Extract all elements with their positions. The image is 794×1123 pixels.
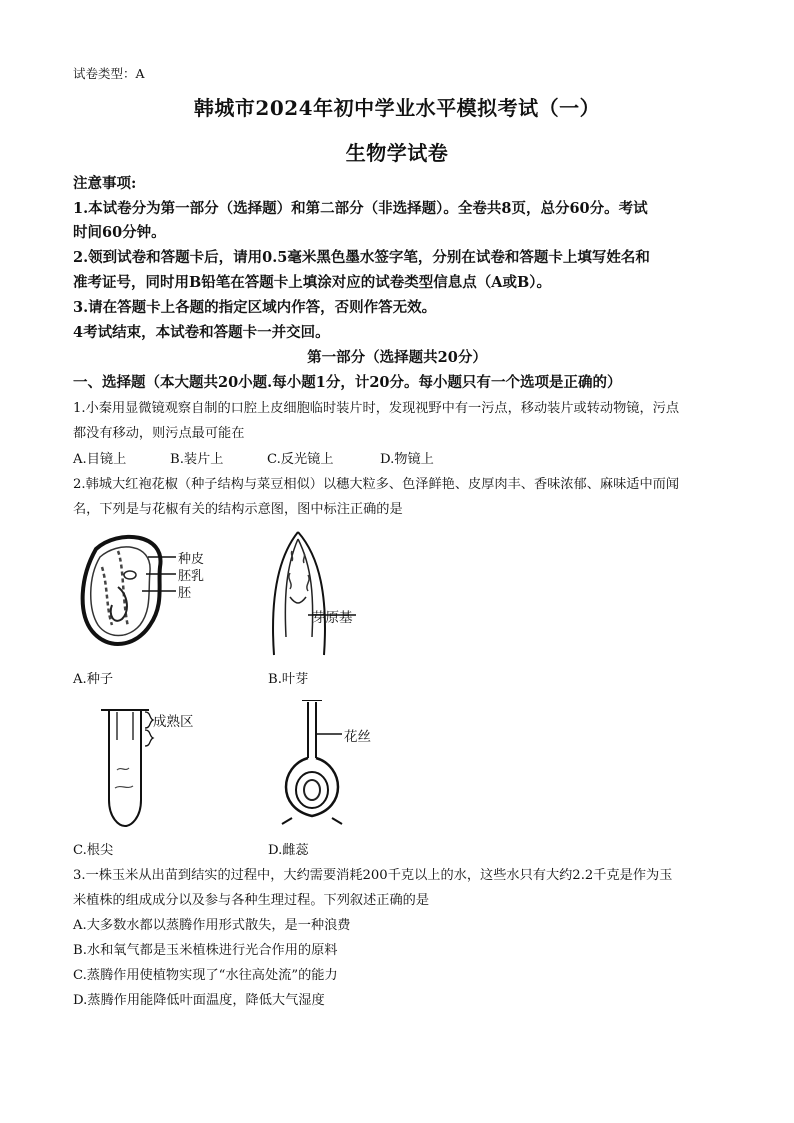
question-1-line: 都没有移动，则污点最可能在	[73, 426, 245, 441]
question-3-line: 米植株的组成成分以及参与各种生理过程。下列叙述正确的是	[73, 893, 430, 908]
q2-option-a: A.种子	[73, 672, 114, 687]
seed-label-embryo: 胚	[178, 586, 192, 601]
pistil-diagram	[272, 700, 372, 830]
q2-option-d: D.雌蕊	[268, 843, 309, 858]
section-heading: 一、选择题（本大题共20小题.每小题1分，计20分。每小题只有一个选项是正确的）	[73, 374, 622, 391]
q3-option-b: B.水和氧气都是玉米植株进行光合作用的原料	[73, 943, 338, 958]
seed-label-endosperm: 胚乳	[178, 569, 205, 584]
question-1-line: 1.小秦用显微镜观察自制的口腔上皮细胞临时装片时，发现视野中有一污点，移动装片或转动物镜，污点	[73, 401, 680, 416]
root-label: 成熟区	[153, 714, 194, 730]
q3-option-a: A.大多数水都以蒸腾作用形式散失，是一种浪费	[73, 918, 351, 933]
question-3-line: 3.一株玉米从出苗到结实的过程中，大约需要消耗200千克以上的水，这些水只有大约2.2千克是作为玉	[73, 868, 673, 883]
notes-line: 时间60分钟。	[73, 224, 166, 241]
exam-title: 韩城市2024年初中学业水平模拟考试（一）	[193, 96, 601, 120]
pistil-label: 花丝	[344, 729, 371, 745]
q3-option-d: D.蒸腾作用能降低叶面温度，降低大气湿度	[73, 993, 325, 1008]
notes-line: 1.本试卷分为第一部分（选择题）和第二部分（非选择题）。全卷共8页，总分60分。考试	[73, 200, 648, 217]
part-heading: 第一部分（选择题共20分）	[307, 349, 487, 366]
paper-type: 试卷类型：A	[73, 66, 145, 81]
seed-label-coat: 种皮	[178, 552, 205, 567]
question-2-line: 名，下列是与花椒有关的结构示意图，图中标注正确的是	[73, 502, 403, 517]
q1-option-b: B.装片上	[170, 452, 224, 467]
notes-line: 2.领到试卷和答题卡后，请用0.5毫米黑色墨水签字笔，分别在试卷和答题卡上填写姓名和	[73, 249, 650, 266]
q1-option-c: C.反光镜上	[267, 452, 334, 467]
q2-option-b: B.叶芽	[268, 672, 309, 687]
notes-line: 3.请在答题卡上各题的指定区域内作答，否则作答无效。	[73, 299, 437, 316]
question-2-line: 2.韩城大红袍花椒（种子结构与菜豆相似）以穗大粒多、色泽鲜艳、皮厚肉丰、香味浓郁、麻味适中而闻	[73, 477, 680, 492]
notes-line: 4考试结束，本试卷和答题卡一并交回。	[73, 324, 330, 341]
exam-subtitle: 生物学试卷	[345, 141, 449, 165]
q2-option-c: C.根尖	[73, 843, 114, 858]
notes-line: 准考证号，同时用B铅笔在答题卡上填涂对应的试卷类型信息点（A或B）。	[73, 274, 552, 291]
q3-option-c: C.蒸腾作用使植物实现了“水往高处流”的能力	[73, 968, 338, 983]
seed-diagram	[78, 527, 228, 662]
leaf-bud-diagram	[268, 527, 378, 662]
q1-option-a: A.目镜上	[73, 452, 127, 467]
notes-heading: 注意事项:	[73, 175, 137, 192]
q1-option-d: D.物镜上	[380, 452, 434, 467]
bud-label: 芽原基	[312, 610, 353, 626]
